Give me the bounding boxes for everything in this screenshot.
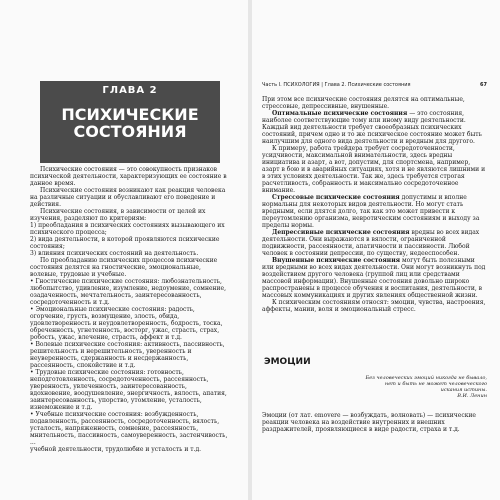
right-body-text <box>262 96 487 313</box>
section-title: ЭМОЦИИ <box>264 357 311 367</box>
chapter-header-box <box>40 81 220 163</box>
list-item: 1) преобладания в психических состояниях вызывающего их психического процесса; <box>30 222 225 236</box>
running-header-text: Часть I. ПСИХОЛОГИЯ | Глава 2. Психические состояния <box>262 82 411 88</box>
chapter-title: ПСИХИЧЕСКИЕ СОСТОЯНИЯ <box>61 105 199 141</box>
paragraph: Психические состояния, в зависимости от целей их изучения, разделяют по критериям: <box>30 208 206 222</box>
paragraph: По преобладанию психических процессов психические состояния делятся на гностические, эмоциональные, волевые, трудовые и учебные. <box>30 257 218 278</box>
term-text: допустимы и вполне нормальны для некоторых видов деятельности. Но могут стать вредными, если длятся долго, так как это может привести к переутомлению организма, невротическим состояниям и выходу за пределы нормы. <box>262 194 480 229</box>
list-item: • Учебные психические состояния: возбужденность, подавленность, рассеянность, сосредоточенность, вялость, усталость, напряженность, сомнение, рассеянность, мнительность, пассивность, самоуверенность, застенчивость, ... <box>30 411 228 446</box>
paragraph <box>262 229 487 257</box>
epigraph-text: Без человеческих эмоций никогда не бывало, нет и быть не может человеческого искания истины. <box>365 375 487 393</box>
list-item: 3) влияния психических состояний на деятельность. <box>30 250 199 257</box>
term: Внушенные психические состояния <box>272 257 401 264</box>
paragraph: При этом все психические состояния делятся на оптимальные, стрессовые, депрессивные, внушенные. <box>262 96 465 110</box>
term-text: могут быть полезными или вредными во всех видах деятельности. Они могут возникнуть под воздействием другого человека (группой лиц или средствами массовой информации). Внушенные состояния довольно широко распространены в процессе обучения и воспитания, деятельности, в массовых коммуникациях и других явлениях общественной жизни. <box>262 257 486 299</box>
left-page <box>0 0 248 500</box>
page-number: 67 <box>480 82 487 88</box>
paragraph: Психические состояния — это совокупность признаков психической деятельности, характеризующих ее состояние в данное время. <box>30 166 227 187</box>
term-text: вредны во всех видах деятельности. Они выражаются в вялости, ограниченной подвижности, рассеянности, апатичности и пассивности. Любой человек в состоянии депрессии, по существу, недееспособен. <box>262 229 480 257</box>
list-item: • Волевые психические состояния: активность, пассивность, решительность и нерешительность, уверенность и неуверенность, сдержанность и несдержанность, рассеянность, спокойствие и т.д. <box>30 341 225 369</box>
list-item: • Трудовые психические состояния: готовность, неподготовленность, сосредоточенность, рассеянность, уверенность, увлеченность, заинтересованность, вдохновение, воодушевление, энергичность, вялость, апатия, заинтересованность, упорство, утомление, усталость, изнеможение и т.д. <box>30 369 227 411</box>
term: Депрессивные психические состояния <box>272 229 410 236</box>
list-item: 2) вида деятельности, в которой проявляются психические состояния; <box>30 236 220 250</box>
right-page <box>252 0 500 500</box>
term: Стрессовые психические состояния <box>272 194 400 201</box>
paragraph <box>262 257 487 299</box>
paragraph: Психические состояния возникают как реакция человека на различные ситуации и обуславливают его поведение и действия. <box>30 187 226 208</box>
epigraph <box>362 375 487 399</box>
chapter-label: ГЛАВА 2 <box>102 85 158 96</box>
criteria-list <box>30 222 230 257</box>
paragraph <box>262 110 487 145</box>
state-types-list <box>30 278 230 453</box>
list-item: • Эмоциональные психические состояния: радость, огорчение, грусть, возмущение, злость, обида, удовлетворенность и неудовлетворенность, бодрость, тоска, обреченность, угнетенность, восторг, ужас, страсть, страх, робость, ужас, влечение, страсть, аффект и т.д. <box>30 306 223 341</box>
term-text: — это состояния, наиболее соответствующие тому или иному виду деятельности. Каждый вид деятельности требует своеобразных психических состояний, причем одно и то же психическое состояние может быть наилучшим для одного вида деятельности и вредным для другого. <box>262 110 482 145</box>
running-header <box>262 82 487 92</box>
paragraph: К примеру, работа трейдера требует сосредоточенности, усидчивости, максимальной внимательности, здесь вредны инициатива и азарт, а вот, допустим, для спортсмена, например, азарт в бою и в аварийных ситуациях, хотя и не являются лишними и в этих условиях деятельности. Так же, здесь требуется строгая расчетливость, собранность и максимально сосредоточенное внимание. <box>262 145 486 194</box>
term: Оптимальные психические состояния <box>272 110 408 117</box>
epigraph-author: В.И. Ленин <box>457 393 487 399</box>
paragraph: К психическим состояниям относят: эмоции, чувства, настроения, аффекты, мании, воля и эмоциональный стресс. <box>262 299 486 313</box>
left-body-text <box>30 166 230 453</box>
list-item: • Гностические психические состояния: любознательность, любопытство, удивление, изумление, недоумение, сомнение, озадаченность, мечтательность, заинтересованность, сосредоточенность и т.д. <box>30 278 226 306</box>
emotion-definition: Эмоции (от лат. emovere — возбуждать, волновать) — психические реакции человека на воздействие внутренних и внешних раздражителей, проявляющиеся в виде радости, страха и т.д. <box>262 412 476 433</box>
list-item: учебной деятельности, трудолюбие и усталость и т.д. <box>30 446 202 453</box>
paragraph <box>262 194 487 229</box>
